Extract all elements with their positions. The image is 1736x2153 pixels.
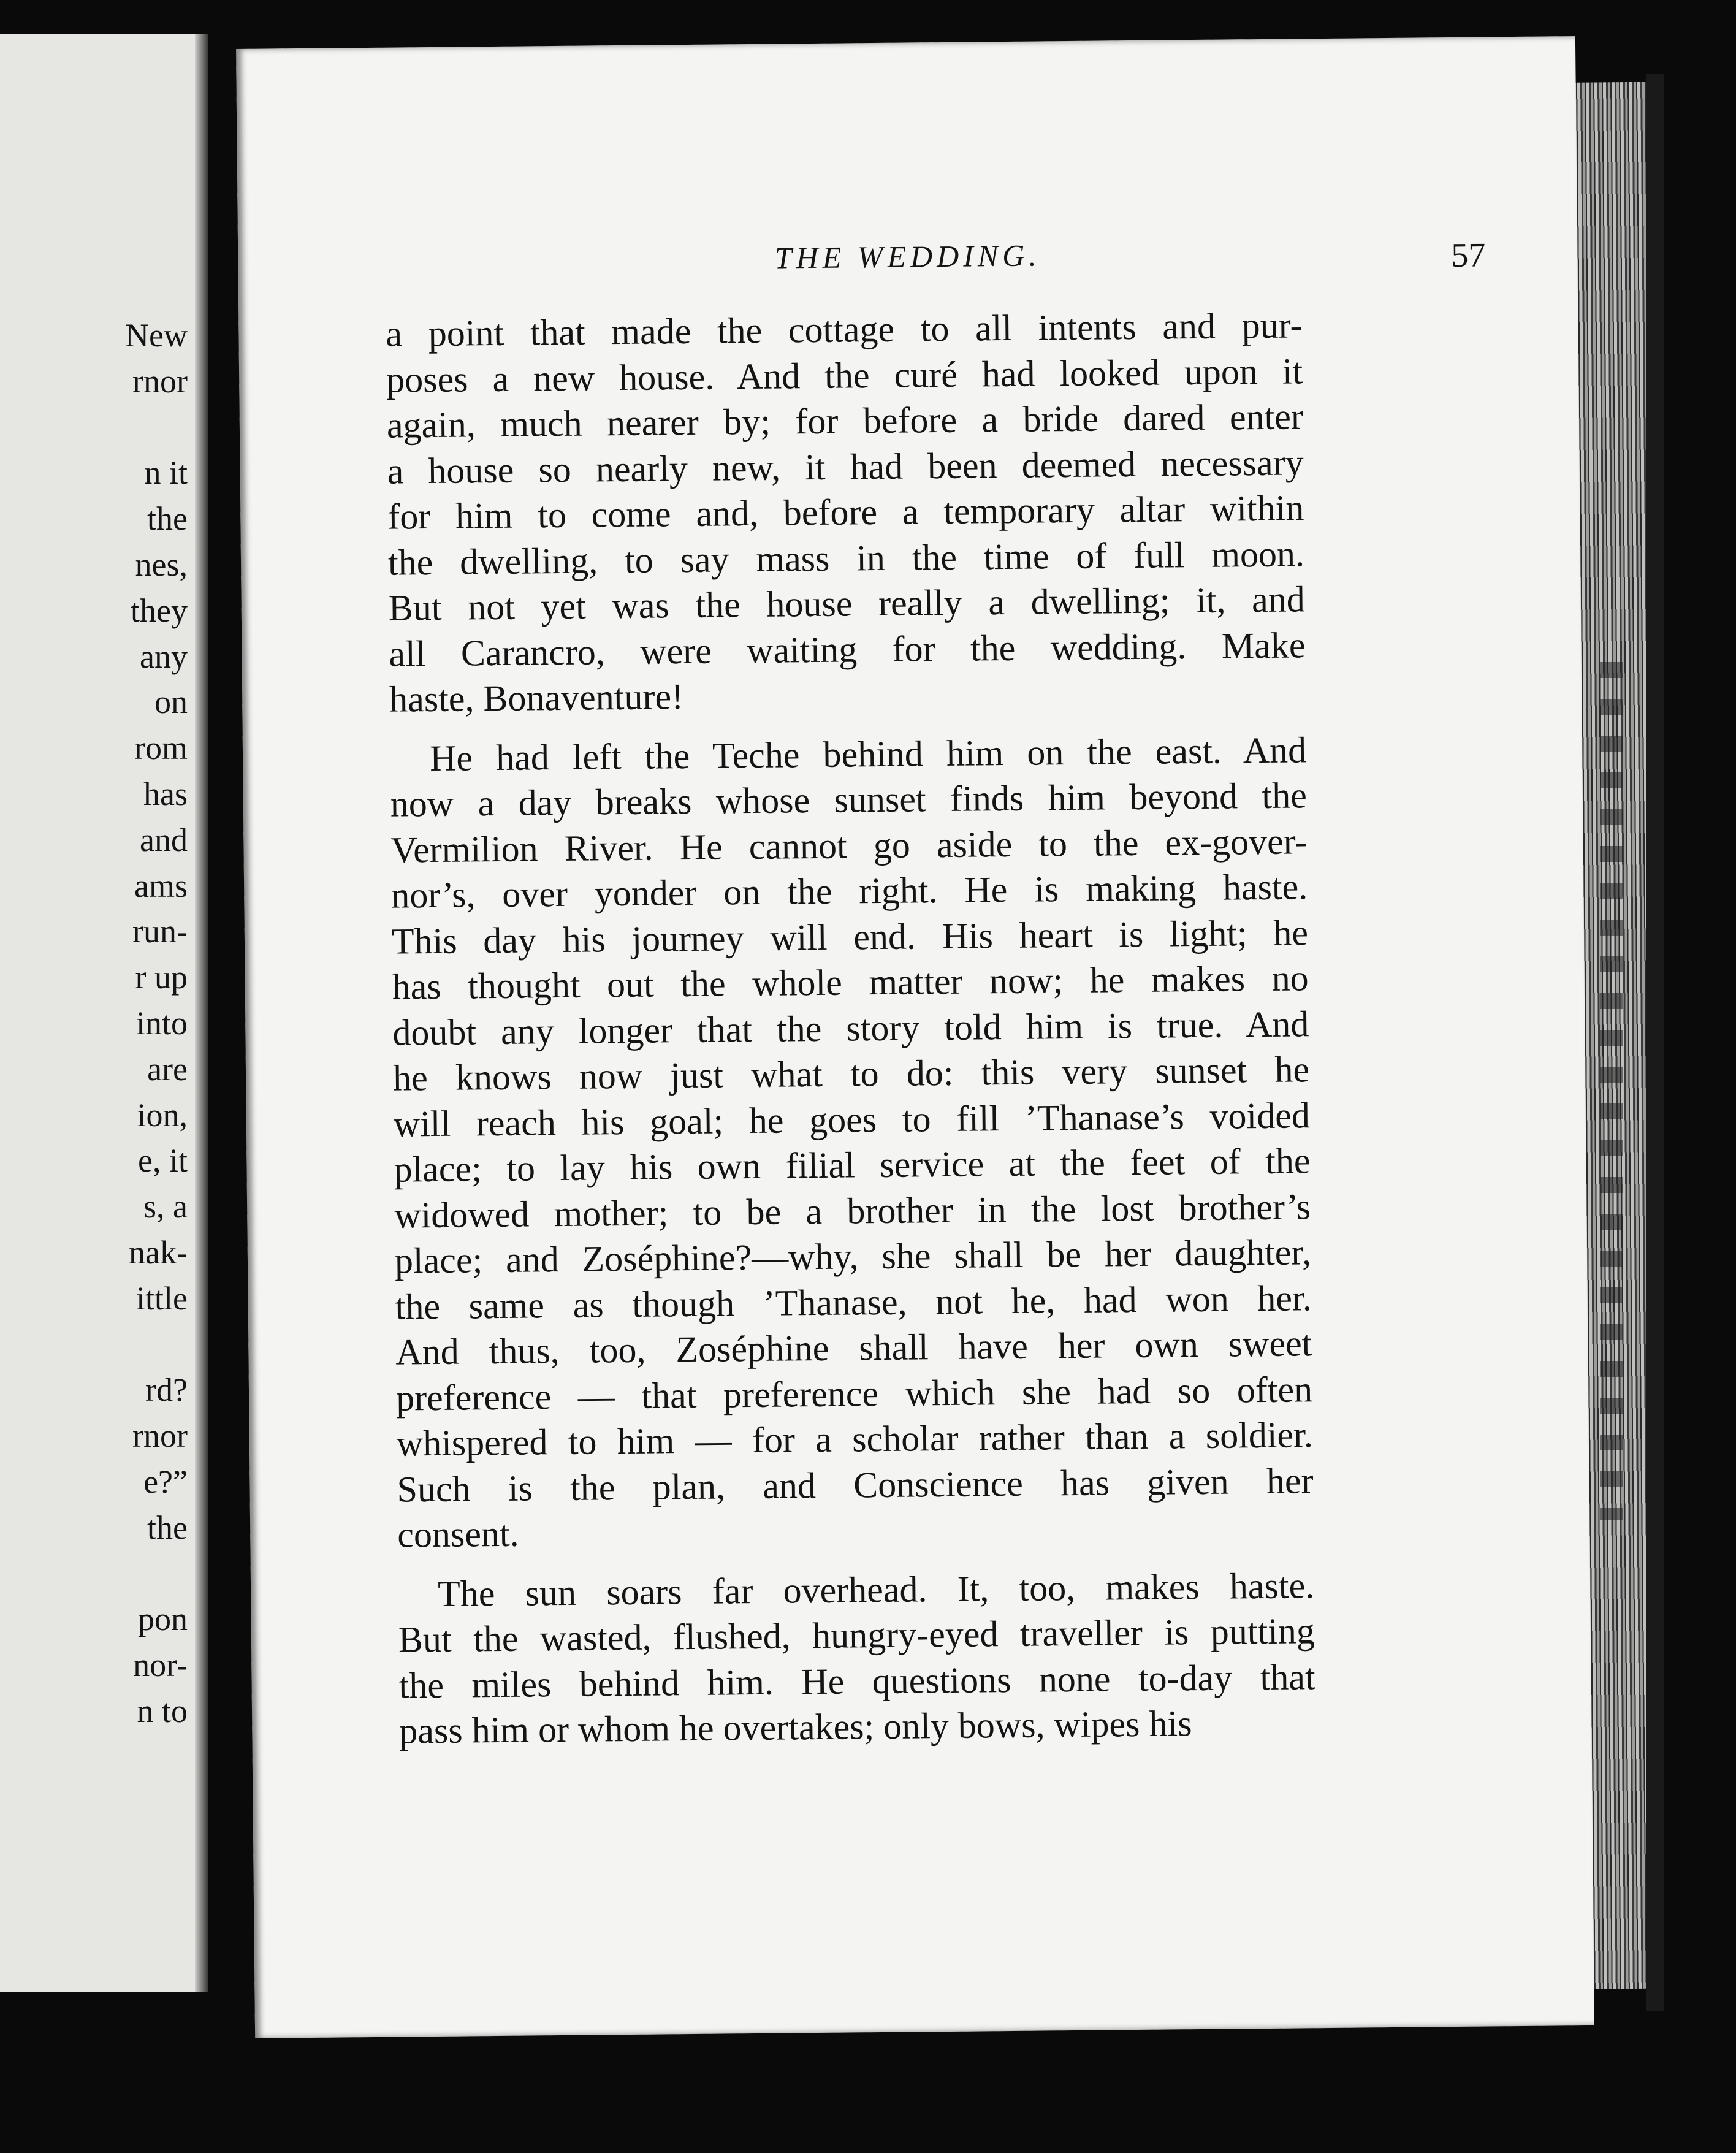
left-page-line: rom (134, 730, 188, 767)
left-page-line: run- (132, 913, 188, 950)
text-line: Vermilion River. He cannot go aside to the ex-gover- (390, 820, 1308, 871)
left-page-line: New (125, 317, 188, 354)
paragraph (390, 727, 1314, 1558)
left-page-line: pon (138, 1601, 188, 1638)
text-line: Such is the plan, and Conscience has given her (397, 1460, 1314, 1510)
text-line: place; to lay his own filial service at the feet of the (394, 1140, 1311, 1190)
left-page-line: are (147, 1050, 188, 1088)
text-line: This day his journey will end. His heart is light; he (391, 912, 1309, 962)
left-page-line: e, it (138, 1142, 188, 1179)
left-page-line: rd? (145, 1371, 188, 1409)
left-page-line: e?” (143, 1463, 188, 1500)
left-page-line: nes, (135, 546, 188, 583)
text-line: The sun soars far overhead. It, too, makes haste. (437, 1564, 1315, 1614)
text-line: the miles behind him. He questions none to-day that (398, 1656, 1315, 1706)
left-page-line: r up (135, 959, 188, 996)
left-page-line: n to (137, 1693, 188, 1729)
text-line: pass him or whom he overtakes; only bows, wipes his (399, 1703, 1192, 1751)
left-page-line: n it (144, 454, 188, 492)
left-page-line: nor- (133, 1647, 188, 1684)
left-page-line: ion, (137, 1096, 188, 1134)
running-head: THE WEDDING. (774, 238, 1041, 275)
text-line: the dwelling, to say mass in the time of full moon. (387, 533, 1305, 583)
text-line: He had left the Teche behind him on the east. And (429, 729, 1307, 779)
text-line: widowed mother; to be a brother in the lost brother’s (394, 1186, 1311, 1236)
text-line: a point that made the cottage to all intents and pur- (386, 305, 1303, 354)
left-page-line: the (147, 1509, 188, 1546)
page-edge-marks (1600, 662, 1623, 1520)
left-page-line: rnor (132, 1417, 188, 1455)
left-page-line: rnor (132, 362, 188, 400)
text-line: And thus, too, Zoséphine shall have her own sweet (395, 1323, 1312, 1373)
left-page-line: ittle (136, 1279, 188, 1317)
text-line: for him to come and, before a temporary altar within (387, 487, 1304, 537)
left-page-line: into (135, 1005, 188, 1042)
text-line: a house so nearly new, it had been deemed necessary (387, 441, 1304, 492)
left-page-line: any (140, 638, 188, 675)
text-line: will reach his goal; he goes to fill ’Thanase’s voided (393, 1094, 1311, 1145)
text-line: But the wasted, flushed, hungry-eyed traveller is putting (398, 1610, 1315, 1660)
left-page-line: s, a (143, 1188, 188, 1225)
left-page-line: on (154, 684, 188, 721)
paragraph (386, 302, 1306, 722)
text-line: But not yet was the house really a dwelling; it, and (388, 579, 1306, 628)
page-number: 57 (1451, 236, 1486, 275)
text-line: consent. (397, 1513, 519, 1555)
text-line: preference — that preference which she had so often (395, 1368, 1313, 1419)
left-page-line: nak- (129, 1234, 188, 1271)
text-line: poses a new house. And the curé had looked upon it (386, 350, 1303, 400)
left-page-line: the (147, 500, 188, 538)
gutter-shadow (195, 34, 208, 1992)
text-line: place; and Zoséphine?—why, she shall be her daughter, (394, 1232, 1312, 1281)
book-page (236, 36, 1594, 2038)
left-page-line: they (131, 592, 188, 629)
text-line: whispered to him — for a scholar rather than a soldier. (396, 1414, 1314, 1464)
paragraph (398, 1563, 1316, 1754)
left-page-line: has (143, 775, 188, 812)
text-line: the same as though ’Thanase, not he, had won her. (395, 1277, 1312, 1327)
text-line: doubt any longer that the story told him is true. And (392, 1003, 1309, 1053)
body-text (386, 302, 1316, 1754)
text-line: now a day breaks whose sunset finds him beyond the (390, 775, 1308, 825)
previous-page-fragment (0, 34, 208, 1992)
text-line: he knows now just what to do: this very sunset he (392, 1049, 1310, 1099)
text-line: has thought out the whole matter now; he makes no (392, 958, 1309, 1007)
left-page-line: ams (134, 867, 188, 904)
book-cover-edge (1646, 74, 1664, 2011)
text-line: nor’s, over yonder on the right. He is making haste. (390, 866, 1308, 916)
text-line: again, much nearer by; for before a bride dared enter (386, 396, 1304, 446)
left-page-line: and (140, 821, 188, 858)
text-line: haste, Bonaventure! (389, 676, 684, 720)
text-line: all Carancro, were waiting for the wedding. Make (389, 624, 1306, 674)
